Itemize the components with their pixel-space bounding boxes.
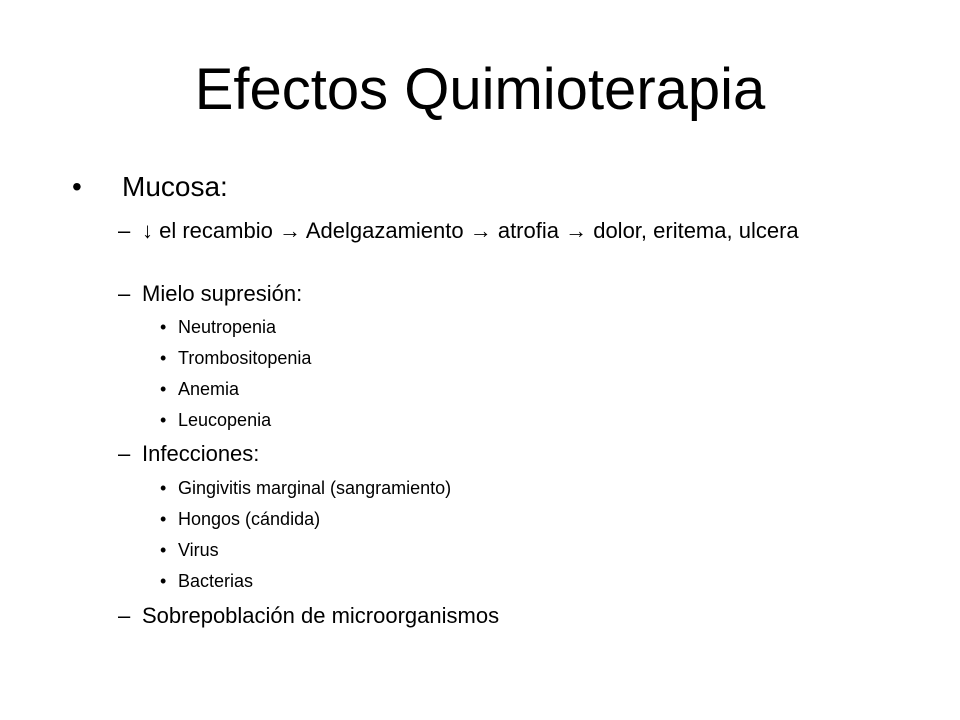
dash-icon: – — [118, 441, 131, 466]
bullet-icon: • — [160, 571, 167, 591]
bullet-icon: • — [160, 509, 167, 529]
bullet-icon: • — [160, 478, 167, 498]
list-item-hongos — [160, 508, 320, 530]
list-item-text: Mielo supresión: — [142, 281, 303, 306]
dash-icon: – — [118, 603, 131, 628]
list-item-text: Sobrepoblación de microorganismos — [142, 603, 500, 628]
list-item-recambio — [118, 219, 922, 243]
bullet-icon: • — [160, 379, 167, 399]
list-item-text: Neutropenia — [178, 317, 277, 337]
list-item-mielo — [118, 282, 922, 306]
slide-title: Efectos Quimioterapia — [194, 57, 766, 122]
list-item-text: Virus — [178, 540, 219, 560]
list-item-sobrepoblacion — [118, 604, 922, 628]
list-item-trombositopenia — [160, 347, 311, 369]
list-item-gingivitis — [160, 477, 451, 499]
bullet-icon: • — [160, 317, 167, 337]
list-item-text: Leucopenia — [178, 410, 272, 430]
dash-icon: – — [118, 218, 131, 243]
bullet-icon: • — [160, 410, 167, 430]
list-item-text: Infecciones: — [142, 441, 260, 466]
list-item-text: Anemia — [178, 379, 240, 399]
list-item-text: ↓ el recambio → Adelgazamiento → atrofia → dolor, eritema, ulcera — [142, 218, 799, 243]
list-item-text: Mucosa: — [122, 171, 228, 202]
bullet-icon: • — [160, 540, 167, 560]
dash-icon: – — [118, 281, 131, 306]
list-item-text: Trombositopenia — [178, 348, 312, 368]
list-item-text: Bacterias — [178, 571, 254, 591]
list-item-leucopenia — [160, 409, 271, 431]
list-item-mucosa — [72, 170, 228, 204]
list-item-infecciones — [118, 442, 922, 466]
list-item-anemia — [160, 378, 239, 400]
bullet-icon: • — [160, 348, 167, 368]
list-item-virus — [160, 539, 219, 561]
list-item-neutropenia — [160, 316, 276, 338]
bullet-icon: • — [72, 171, 82, 202]
list-item-text: Hongos (cándida) — [178, 509, 321, 529]
list-item-bacterias — [160, 570, 253, 592]
list-item-text: Gingivitis marginal (sangramiento) — [178, 478, 452, 498]
